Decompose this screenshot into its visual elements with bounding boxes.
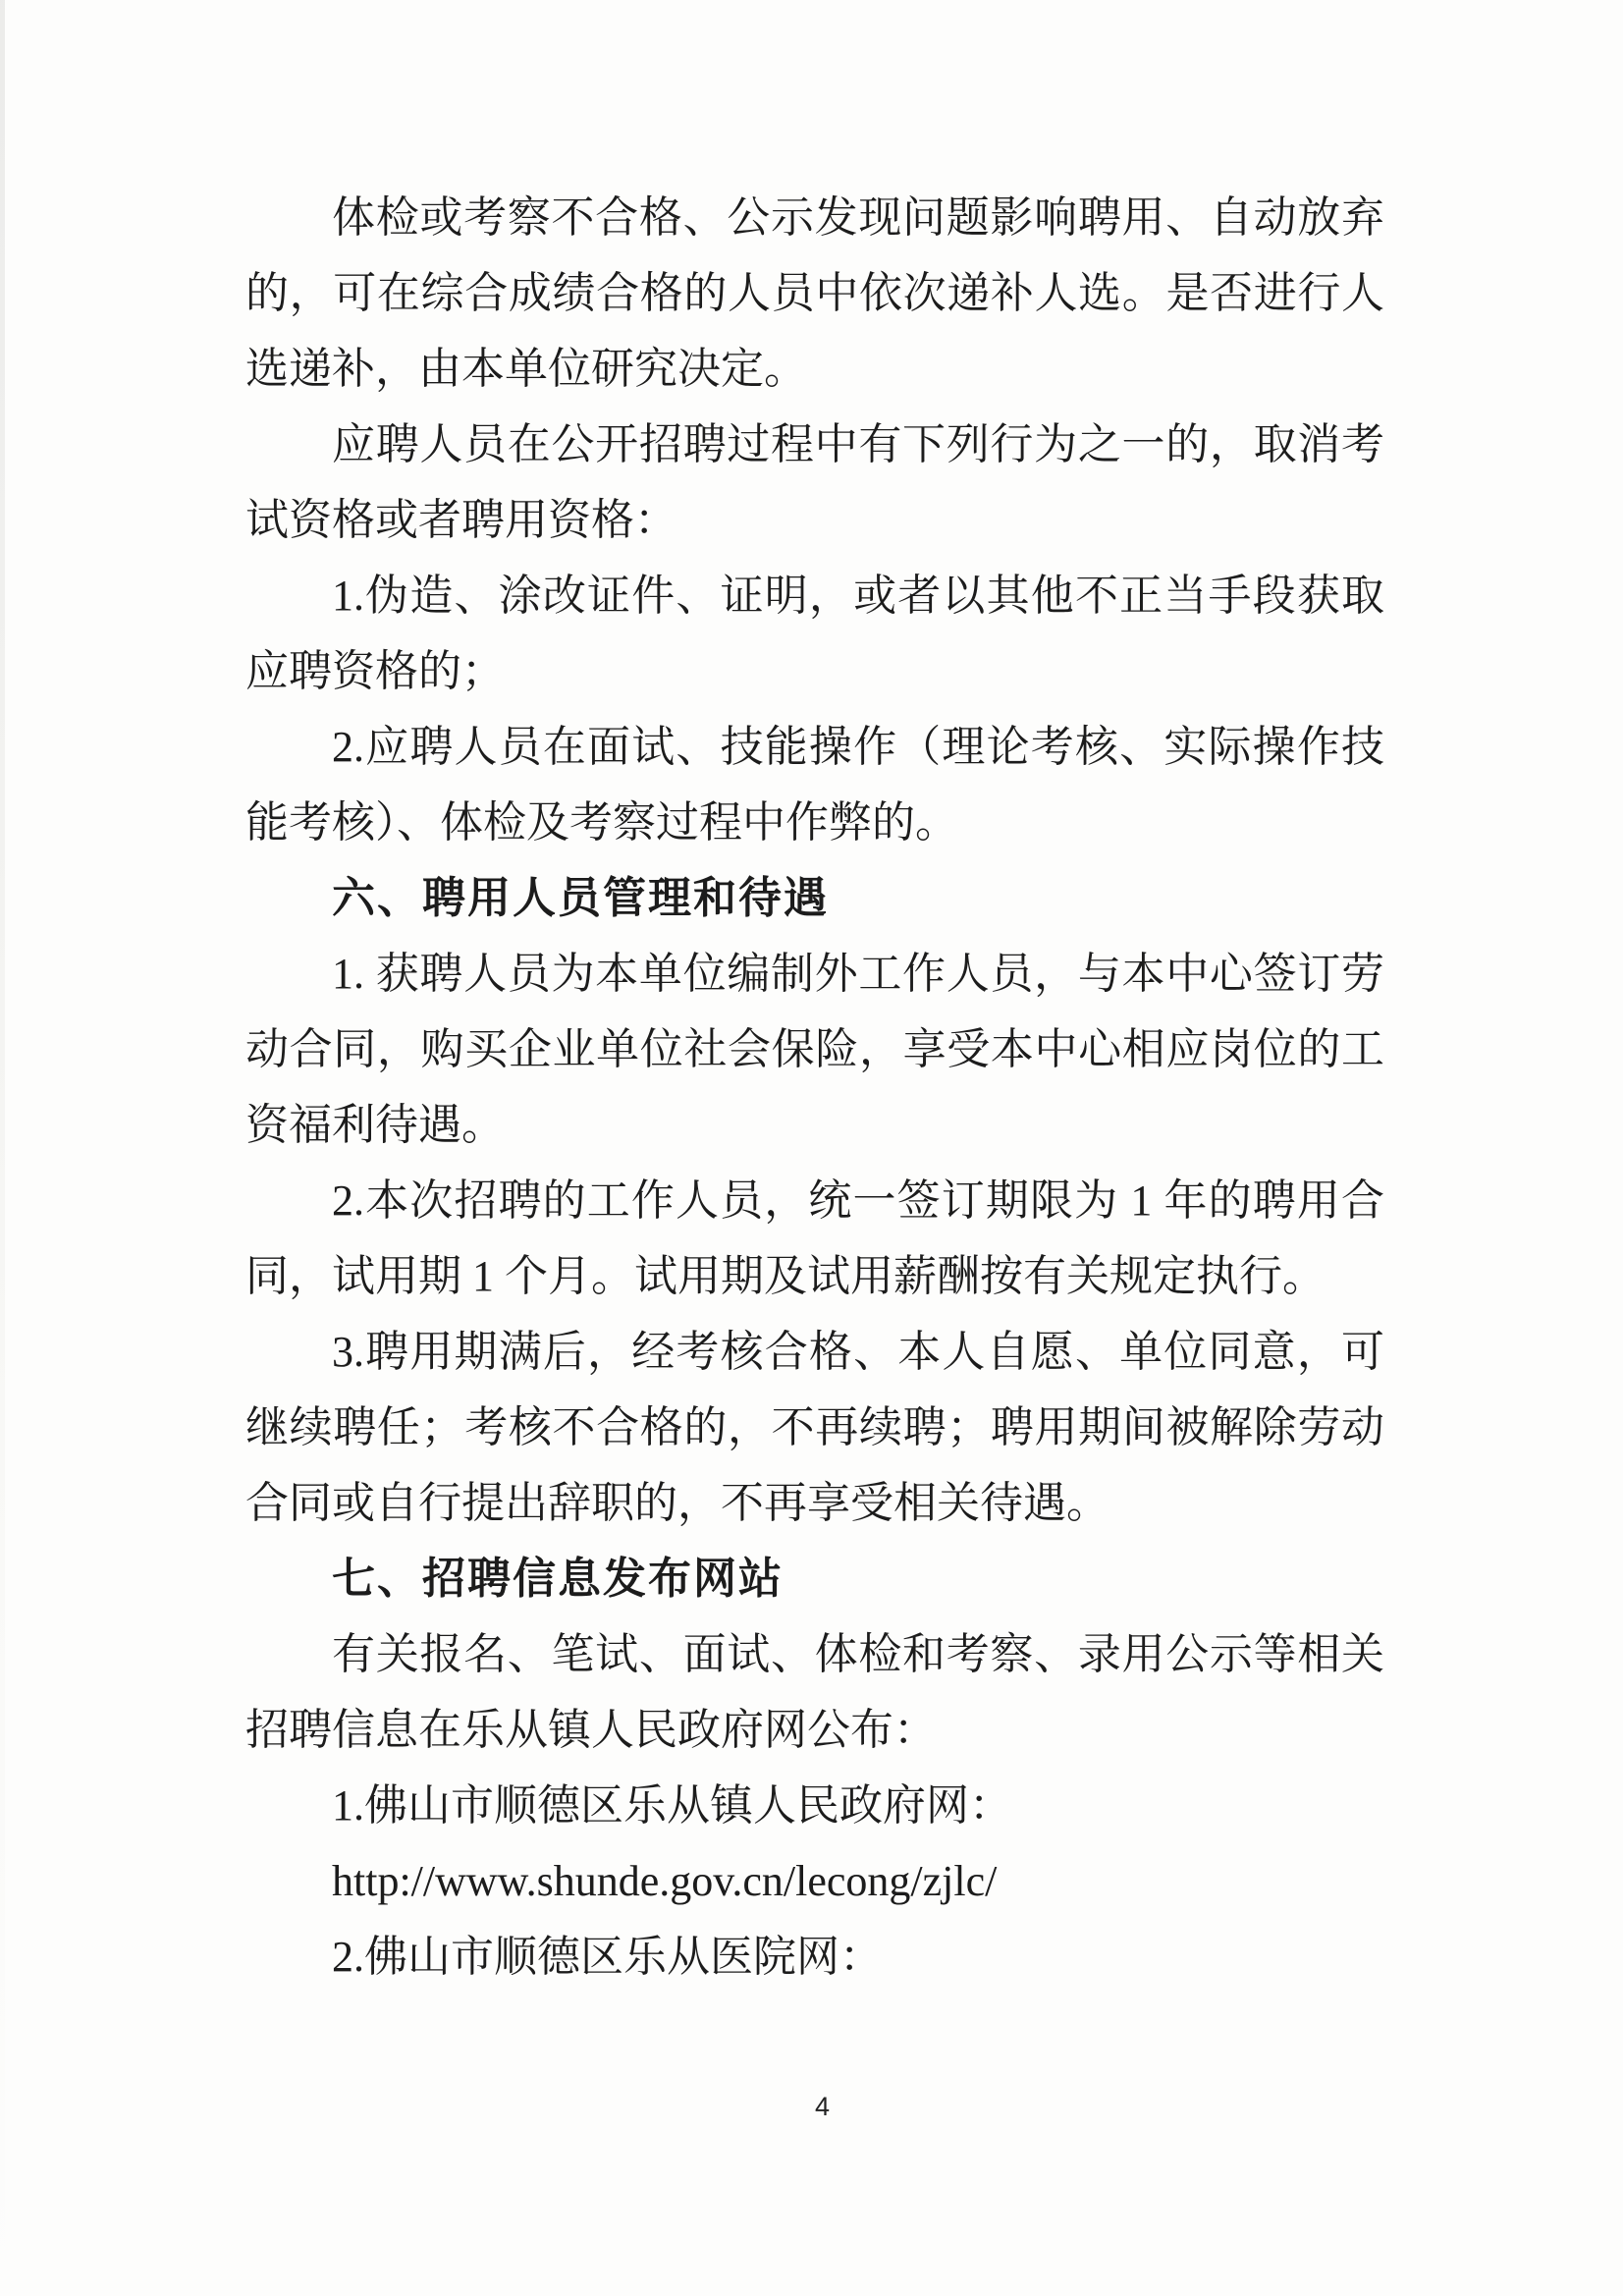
text-line: 选递补，由本单位研究决定。 [245,345,807,393]
text-line: 动合同，购买企业单位社会保险，享受本中心相应岗位的工 [245,1025,1384,1073]
text-line: 的，可在综合成绩合格的人员中依次递补人选。是否进行人 [245,269,1384,317]
text-line: 2.本次招聘的工作人员，统一签订期限为 1 年的聘用合 [332,1176,1384,1225]
text-line: 继续聘任；考核不合格的，不再续聘；聘用期间被解除劳动 [245,1403,1384,1451]
text-line: 能考核）、体检及考察过程中作弊的。 [245,798,958,847]
text-line: 2.应聘人员在面试、技能操作（理论考核、实际操作技 [332,723,1384,771]
text-line: 2.佛山市顺德区乐从医院网： [332,1933,883,1981]
text-line: 合同或自行提出辞职的，不再享受相关待遇。 [245,1479,1109,1527]
text-line: 同，试用期 1 个月。试用期及试用薪酬按有关规定执行。 [245,1252,1325,1300]
text-line: 试资格或者聘用资格： [245,496,677,544]
url-line: http://www.shunde.gov.cn/lecong/zjlc/ [332,1857,998,1905]
text-line: 3.聘用期满后，经考核合格、本人自愿、单位同意，可 [332,1328,1384,1376]
scan-edge-artifact [0,0,5,2296]
text-line: 体检或考察不合格、公示发现问题影响聘用、自动放弃 [332,193,1384,242]
text-line: 1. 获聘人员为本单位编制外工作人员，与本中心签订劳 [332,950,1384,998]
text-line: 应聘人员在公开招聘过程中有下列行为之一的，取消考 [332,420,1384,468]
text-line: 1.佛山市顺德区乐从镇人民政府网： [332,1781,1012,1830]
text-block [245,180,1384,1995]
section-heading: 七、招聘信息发布网站 [332,1555,784,1603]
section-heading: 六、聘用人员管理和待遇 [332,874,829,922]
text-line: 有关报名、笔试、面试、体检和考察、录用公示等相关 [332,1630,1384,1678]
text-line: 资福利待遇。 [245,1101,505,1149]
text-line: 应聘资格的； [245,647,505,695]
text-line: 招聘信息在乐从镇人民政府网公布： [245,1706,937,1754]
page-number: 4 [814,2092,831,2121]
text-line: 1.伪造、涂改证件、证明，或者以其他不正当手段获取 [332,572,1384,620]
